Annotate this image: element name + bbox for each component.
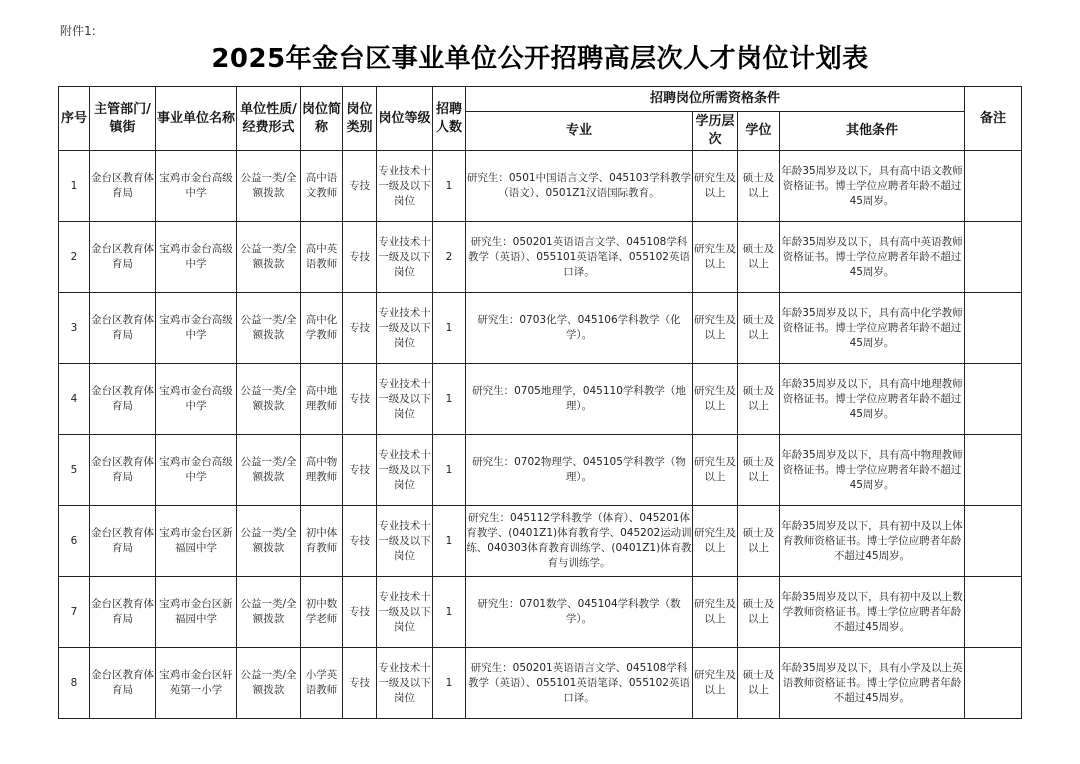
cell-count: 1 — [433, 577, 466, 648]
cell-count: 1 — [433, 506, 466, 577]
cell-post-type: 专技 — [343, 435, 377, 506]
cell-level: 专业技术十一级及以下岗位 — [377, 151, 433, 222]
cell-education: 研究生及以上 — [693, 506, 738, 577]
cell-level: 专业技术十一级及以下岗位 — [377, 364, 433, 435]
header-degree: 学位 — [738, 112, 780, 151]
cell-other: 年龄35周岁及以下，具有高中地理教师资格证书。博士学位应聘者年龄不超过45周岁。 — [780, 364, 965, 435]
cell-level: 专业技术十一级及以下岗位 — [377, 222, 433, 293]
cell-post-name: 初中体育教师 — [301, 506, 343, 577]
cell-dept: 金台区教育体育局 — [90, 222, 156, 293]
cell-remark — [965, 293, 1022, 364]
cell-unit: 宝鸡市金台区新福园中学 — [156, 506, 237, 577]
cell-count: 1 — [433, 435, 466, 506]
cell-post-type: 专技 — [343, 648, 377, 719]
table-row — [59, 151, 1022, 222]
header-major: 专业 — [466, 112, 693, 151]
cell-unit: 宝鸡市金台区轩苑第一小学 — [156, 648, 237, 719]
header-remark: 备注 — [965, 87, 1022, 151]
cell-major: 研究生：0701数学、045104学科教学（数学）。 — [466, 577, 693, 648]
page-title: 2025年金台区事业单位公开招聘高层次人才岗位计划表 — [211, 44, 869, 74]
cell-unit: 宝鸡市金台高级中学 — [156, 364, 237, 435]
cell-nature: 公益一类/全额拨款 — [237, 506, 301, 577]
cell-nature: 公益一类/全额拨款 — [237, 293, 301, 364]
header-post-name: 岗位简称 — [301, 87, 343, 151]
cell-other: 年龄35周岁及以下，具有高中化学教师资格证书。博士学位应聘者年龄不超过45周岁。 — [780, 293, 965, 364]
cell-seq: 5 — [59, 435, 90, 506]
header-conditions-group: 招聘岗位所需资格条件 — [466, 87, 965, 112]
cell-education: 研究生及以上 — [693, 577, 738, 648]
cell-level: 专业技术十一级及以下岗位 — [377, 435, 433, 506]
cell-major: 研究生：050201英语语言文学、045108学科教学（英语）、055101英语笔译、055102英语口译。 — [466, 648, 693, 719]
cell-remark — [965, 648, 1022, 719]
table-row — [59, 435, 1022, 506]
cell-count: 1 — [433, 293, 466, 364]
cell-education: 研究生及以上 — [693, 364, 738, 435]
header-other: 其他条件 — [780, 112, 965, 151]
attachment-label: 附件1: — [60, 24, 96, 38]
header-dept: 主管部门/镇街 — [90, 87, 156, 151]
cell-nature: 公益一类/全额拨款 — [237, 435, 301, 506]
cell-unit: 宝鸡市金台高级中学 — [156, 435, 237, 506]
recruitment-plan-table — [58, 86, 1022, 719]
cell-remark — [965, 364, 1022, 435]
cell-remark — [965, 506, 1022, 577]
cell-post-name: 小学英语教师 — [301, 648, 343, 719]
header-level: 岗位等级 — [377, 87, 433, 151]
cell-education: 研究生及以上 — [693, 648, 738, 719]
header-count: 招聘人数 — [433, 87, 466, 151]
cell-level: 专业技术十一级及以下岗位 — [377, 293, 433, 364]
cell-seq: 4 — [59, 364, 90, 435]
cell-education: 研究生及以上 — [693, 222, 738, 293]
cell-post-name: 高中物理教师 — [301, 435, 343, 506]
header-unit: 事业单位名称 — [156, 87, 237, 151]
cell-level: 专业技术十一级及以下岗位 — [377, 506, 433, 577]
cell-unit: 宝鸡市金台区新福园中学 — [156, 577, 237, 648]
cell-post-type: 专技 — [343, 364, 377, 435]
cell-remark — [965, 151, 1022, 222]
cell-degree: 硕士及以上 — [738, 648, 780, 719]
table-row — [59, 648, 1022, 719]
header-seq: 序号 — [59, 87, 90, 151]
cell-dept: 金台区教育体育局 — [90, 506, 156, 577]
cell-major: 研究生：0705地理学，045110学科教学（地理）。 — [466, 364, 693, 435]
table-row — [59, 577, 1022, 648]
cell-dept: 金台区教育体育局 — [90, 151, 156, 222]
cell-remark — [965, 577, 1022, 648]
cell-degree: 硕士及以上 — [738, 577, 780, 648]
cell-nature: 公益一类/全额拨款 — [237, 222, 301, 293]
cell-other: 年龄35周岁及以下，具有高中物理教师资格证书。博士学位应聘者年龄不超过45周岁。 — [780, 435, 965, 506]
cell-degree: 硕士及以上 — [738, 293, 780, 364]
table-row — [59, 364, 1022, 435]
cell-education: 研究生及以上 — [693, 435, 738, 506]
cell-education: 研究生及以上 — [693, 151, 738, 222]
cell-count: 1 — [433, 364, 466, 435]
cell-unit: 宝鸡市金台高级中学 — [156, 222, 237, 293]
header-education: 学历层次 — [693, 112, 738, 151]
cell-other: 年龄35周岁及以下，具有小学及以上英语教师资格证书。博士学位应聘者年龄不超过45周岁。 — [780, 648, 965, 719]
cell-post-type: 专技 — [343, 577, 377, 648]
cell-nature: 公益一类/全额拨款 — [237, 577, 301, 648]
cell-major: 研究生：050201英语语言文学、045108学科教学（英语）、055101英语笔译、055102英语口译。 — [466, 222, 693, 293]
cell-degree: 硕士及以上 — [738, 364, 780, 435]
cell-nature: 公益一类/全额拨款 — [237, 364, 301, 435]
cell-post-type: 专技 — [343, 222, 377, 293]
header-post-type: 岗位类别 — [343, 87, 377, 151]
cell-degree: 硕士及以上 — [738, 435, 780, 506]
cell-major: 研究生：0702物理学、045105学科教学（物理）。 — [466, 435, 693, 506]
cell-other: 年龄35周岁及以下，具有初中及以上数学教师资格证书。博士学位应聘者年龄不超过45周岁。 — [780, 577, 965, 648]
cell-dept: 金台区教育体育局 — [90, 364, 156, 435]
cell-post-name: 高中语文教师 — [301, 151, 343, 222]
table-row — [59, 506, 1022, 577]
cell-seq: 2 — [59, 222, 90, 293]
cell-major: 研究生：0703化学、045106学科教学（化学）。 — [466, 293, 693, 364]
header-nature: 单位性质/经费形式 — [237, 87, 301, 151]
cell-other: 年龄35周岁及以下，具有初中及以上体育教师资格证书。博士学位应聘者年龄不超过45周岁。 — [780, 506, 965, 577]
cell-remark — [965, 222, 1022, 293]
table-row — [59, 222, 1022, 293]
cell-other: 年龄35周岁及以下，具有高中英语教师资格证书。博士学位应聘者年龄不超过45周岁。 — [780, 222, 965, 293]
cell-remark — [965, 435, 1022, 506]
cell-count: 1 — [433, 648, 466, 719]
cell-unit: 宝鸡市金台高级中学 — [156, 151, 237, 222]
cell-post-type: 专技 — [343, 506, 377, 577]
cell-dept: 金台区教育体育局 — [90, 435, 156, 506]
cell-post-name: 高中英语教师 — [301, 222, 343, 293]
cell-dept: 金台区教育体育局 — [90, 293, 156, 364]
cell-degree: 硕士及以上 — [738, 151, 780, 222]
cell-post-name: 高中地理教师 — [301, 364, 343, 435]
cell-post-name: 高中化学教师 — [301, 293, 343, 364]
cell-level: 专业技术十一级及以下岗位 — [377, 577, 433, 648]
cell-unit: 宝鸡市金台高级中学 — [156, 293, 237, 364]
cell-seq: 6 — [59, 506, 90, 577]
cell-major: 研究生：0501中国语言文学、045103学科教学（语文）、0501Z1汉语国际教育。 — [466, 151, 693, 222]
table-row — [59, 293, 1022, 364]
cell-nature: 公益一类/全额拨款 — [237, 648, 301, 719]
cell-dept: 金台区教育体育局 — [90, 577, 156, 648]
cell-degree: 硕士及以上 — [738, 506, 780, 577]
cell-seq: 7 — [59, 577, 90, 648]
cell-dept: 金台区教育体育局 — [90, 648, 156, 719]
cell-nature: 公益一类/全额拨款 — [237, 151, 301, 222]
cell-seq: 1 — [59, 151, 90, 222]
cell-post-type: 专技 — [343, 293, 377, 364]
cell-other: 年龄35周岁及以下，具有高中语文教师资格证书。博士学位应聘者年龄不超过45周岁。 — [780, 151, 965, 222]
cell-degree: 硕士及以上 — [738, 222, 780, 293]
cell-count: 2 — [433, 222, 466, 293]
cell-level: 专业技术十一级及以下岗位 — [377, 648, 433, 719]
cell-seq: 3 — [59, 293, 90, 364]
cell-education: 研究生及以上 — [693, 293, 738, 364]
cell-major: 研究生：045112学科教学（体育）、045201体育教学、(0401Z1)体育教育学、045202运动训练、040303体育教育训练学、(0401Z1)体育教育与训练学。 — [466, 506, 693, 577]
cell-post-name: 初中数学老师 — [301, 577, 343, 648]
cell-count: 1 — [433, 151, 466, 222]
cell-post-type: 专技 — [343, 151, 377, 222]
cell-seq: 8 — [59, 648, 90, 719]
